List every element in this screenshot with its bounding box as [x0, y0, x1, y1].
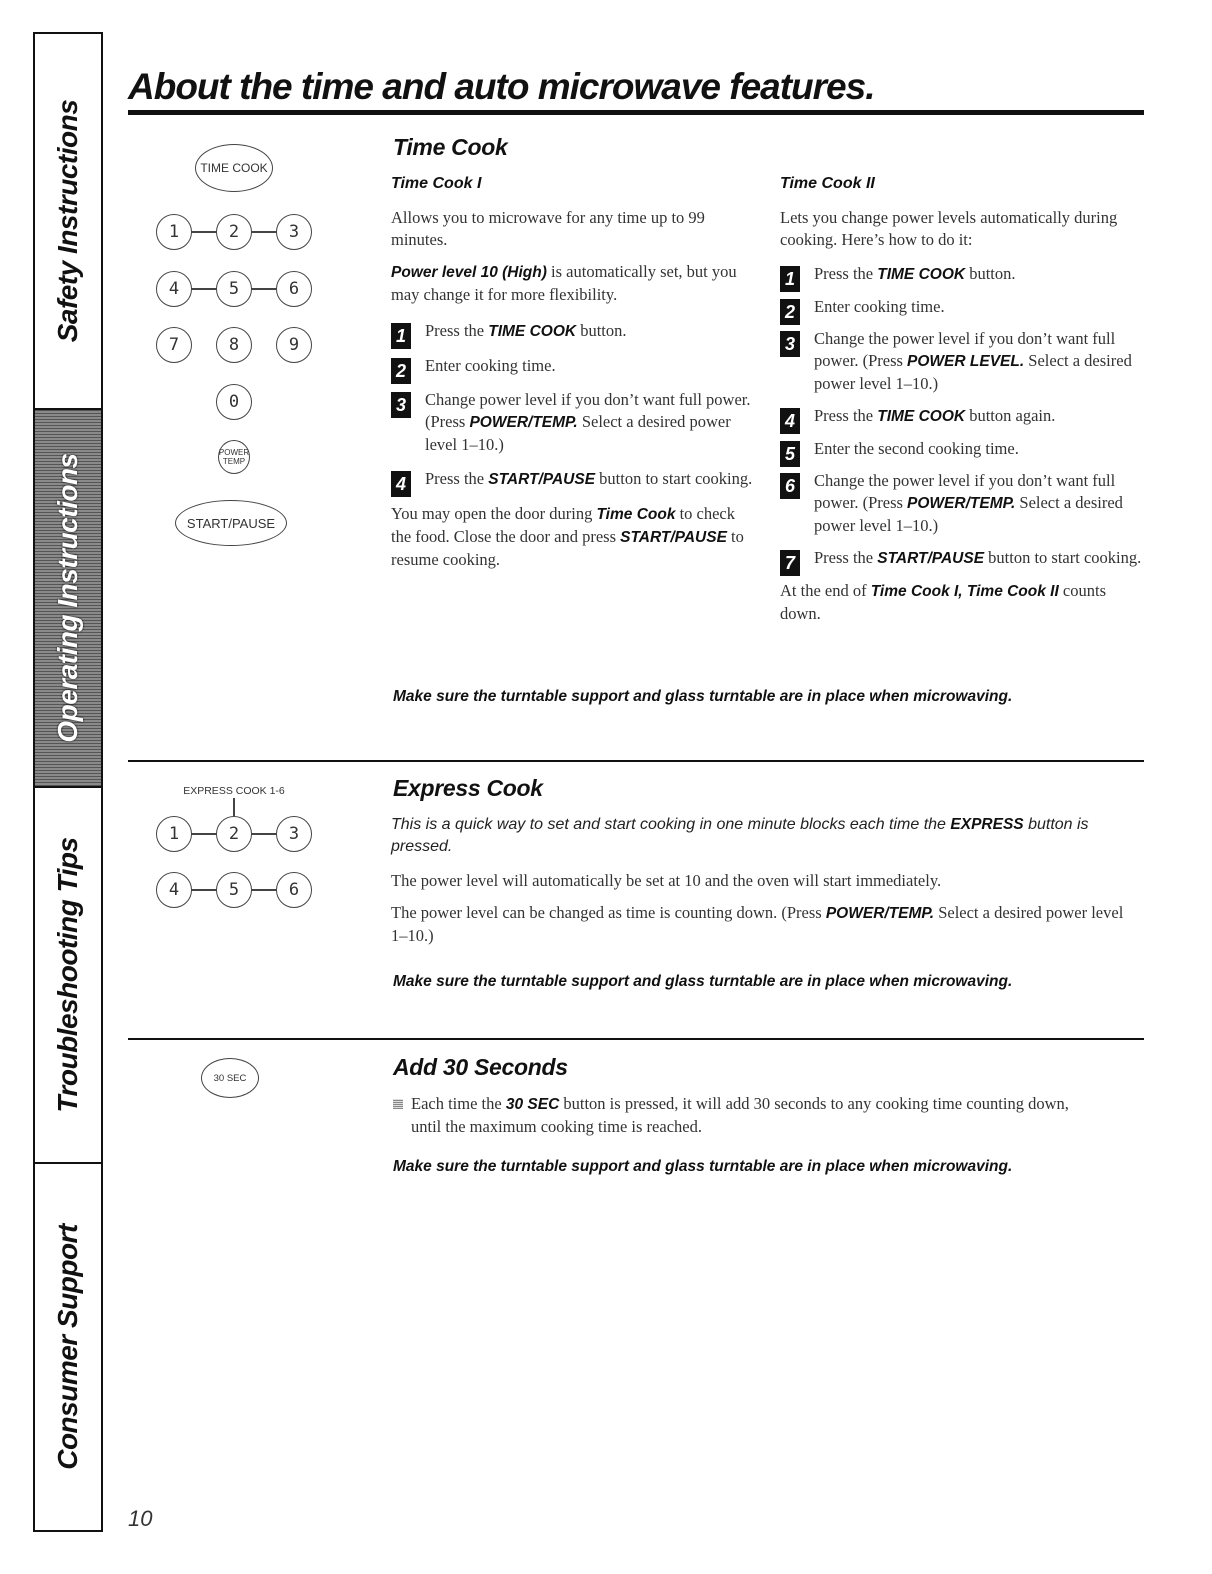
digit-key-icon: 8: [216, 327, 252, 363]
step-number: 4: [391, 471, 411, 497]
step-item: [391, 320, 753, 346]
step-number: 4: [780, 408, 800, 434]
step-number: 3: [391, 392, 411, 418]
step-emphasis: TIME COOK: [877, 408, 966, 425]
body-text: The power level can be changed as time is counting down. (Press: [391, 903, 826, 922]
tab-consumer-support[interactable]: [35, 1164, 101, 1530]
express-cook-body: [391, 814, 1131, 957]
step-item: [391, 389, 753, 456]
digit-key-icon: 5: [216, 271, 252, 307]
note-text: At the end of: [780, 581, 871, 600]
step-text: Select a desired power level 1–10.): [814, 351, 1132, 393]
note-emphasis: Time Cook I, Time Cook II: [870, 583, 1059, 600]
step-emphasis: TIME COOK: [488, 323, 577, 340]
start-pause-key-icon: START/PAUSE: [175, 500, 287, 546]
tab-safety-instructions[interactable]: [35, 34, 101, 410]
digit-key-icon: 4: [156, 872, 192, 908]
step-text: Enter cooking time.: [425, 356, 556, 375]
time-cook-1-intro: Allows you to microwave for any time up to 99 minutes.: [391, 208, 705, 249]
time-cook-warning: Make sure the turntable support and glass turntable are in place when microwaving.: [393, 688, 1013, 705]
step-number: 6: [780, 473, 800, 499]
tab-operating-instructions[interactable]: [35, 410, 101, 788]
step-text: Change power level if you don’t want full power. (Press: [425, 390, 751, 431]
step-item: [780, 328, 1142, 395]
body-emphasis: POWER/TEMP.: [825, 905, 935, 922]
step-number: 1: [780, 266, 800, 292]
step-emphasis: POWER/TEMP.: [469, 414, 578, 431]
step-text: Enter cooking time.: [814, 297, 945, 316]
express-cook-warning: Make sure the turntable support and glass turntable are in place when microwaving.: [393, 973, 1013, 990]
bullet-icon: [393, 1099, 403, 1109]
time-cook-1-heading: Time Cook I: [391, 175, 482, 192]
digit-key-icon: 2: [216, 214, 252, 250]
step-item: [391, 355, 753, 381]
step-item: [780, 263, 1142, 289]
step-text: Select a desired power level 1–10.): [425, 412, 731, 454]
step-text: Enter the second cooking time.: [814, 439, 1019, 458]
express-cook-keypad-illustration: [140, 782, 340, 912]
digit-key-icon: 3: [276, 816, 312, 852]
power-level-text: is automatically set, but you may change it for more flexibility.: [391, 262, 737, 304]
step-emphasis: TIME COOK: [877, 266, 966, 283]
step-text: Press the: [425, 469, 489, 488]
step-text: button again.: [965, 406, 1056, 425]
step-item: [391, 468, 753, 494]
note-text: counts down.: [780, 581, 1107, 623]
step-text: button to start cooking.: [984, 548, 1142, 567]
step-number: 7: [780, 550, 800, 576]
step-emphasis: POWER LEVEL.: [907, 353, 1025, 370]
digit-key-icon: 0: [216, 384, 252, 420]
express-cook-intro: [391, 814, 1131, 858]
step-text: button.: [965, 264, 1016, 283]
step-emphasis: START/PAUSE: [877, 550, 985, 567]
digit-key-icon: 7: [156, 327, 192, 363]
step-text: Press the: [814, 406, 878, 425]
step-text: Select a desired power level 1–10.): [814, 493, 1123, 535]
time-cook-2-intro: Lets you change power levels automatically during cooking. Here’s how to do it:: [780, 208, 1118, 249]
intro-text: This is a quick way to set and start cooking in one minute blocks each time the: [391, 816, 951, 833]
express-cook-label: EXPRESS COOK 1-6: [183, 785, 285, 797]
time-cook-key-icon: TIME COOK: [195, 144, 273, 192]
tab-label: Consumer Support: [52, 1224, 83, 1470]
time-cook-heading: Time Cook: [393, 134, 508, 160]
section-divider: [128, 760, 1144, 762]
step-text: Change the power level if you don’t want full power. (Press: [814, 329, 1116, 370]
body-text: Each time the: [411, 1094, 506, 1113]
note-emphasis: Time Cook: [596, 506, 676, 523]
step-text: Press the: [814, 264, 878, 283]
body-emphasis: 30 SEC: [505, 1096, 560, 1113]
add-30-seconds-text: [411, 1093, 1093, 1138]
time-cook-1-column: [391, 173, 753, 581]
step-text: Press the: [425, 321, 489, 340]
tab-label: Operating Instructions: [52, 453, 83, 743]
body-text: Select a desired power level 1–10.): [391, 903, 1124, 945]
digit-key-icon: 6: [276, 872, 312, 908]
add-30-seconds-heading: Add 30 Seconds: [393, 1054, 568, 1080]
30-sec-key-icon: 30 SEC: [201, 1058, 259, 1098]
add-30-seconds-warning: Make sure the turntable support and glass turntable are in place when microwaving.: [393, 1158, 1013, 1175]
step-item: [780, 547, 1142, 573]
step-item: [780, 438, 1142, 464]
step-number: 3: [780, 331, 800, 357]
tab-label: Troubleshooting Tips: [52, 837, 83, 1113]
section-divider: [128, 1038, 1144, 1040]
step-item: [780, 470, 1142, 537]
express-cook-change-text: [391, 902, 1131, 947]
time-cook-2-heading: Time Cook II: [780, 175, 875, 192]
digit-key-icon: 5: [216, 872, 252, 908]
body-text: button is pressed, it will add 30 seconds to any cooking time counting down, until the maximum cooking time is reached.: [411, 1094, 1069, 1136]
step-emphasis: START/PAUSE: [488, 471, 596, 488]
time-cook-2-column: [780, 173, 1142, 635]
note-text: You may open the door during: [391, 504, 597, 523]
express-cook-power-text: The power level will automatically be set at 10 and the oven will start immediately.: [391, 871, 942, 890]
step-item: [780, 405, 1142, 431]
intro-text: button is pressed.: [391, 816, 1089, 855]
step-number: 2: [780, 299, 800, 325]
step-text: button.: [576, 321, 627, 340]
intro-emphasis: EXPRESS: [950, 816, 1024, 833]
digit-key-icon: 1: [156, 816, 192, 852]
digit-key-icon: 2: [216, 816, 252, 852]
digit-key-icon: 6: [276, 271, 312, 307]
page-number: 10: [128, 1506, 153, 1531]
power-label: POWER: [218, 448, 250, 457]
step-item: [780, 296, 1142, 322]
title-rule: [128, 110, 1144, 115]
step-emphasis: POWER/TEMP.: [907, 495, 1016, 512]
step-text: button to start cooking.: [595, 469, 753, 488]
tab-troubleshooting-tips[interactable]: [35, 788, 101, 1164]
note-text: to resume cooking.: [391, 527, 744, 569]
step-text: Press the: [814, 548, 878, 567]
digit-key-icon: 4: [156, 271, 192, 307]
step-number: 5: [780, 441, 800, 467]
note-emphasis: START/PAUSE: [620, 529, 727, 546]
section-tab-bar: [33, 32, 103, 1532]
step-number: 1: [391, 323, 411, 349]
door-open-note: [391, 503, 753, 571]
digit-key-icon: 1: [156, 214, 192, 250]
digit-key-icon: 9: [276, 327, 312, 363]
key-connector: [233, 798, 235, 816]
count-down-note: [780, 580, 1142, 625]
time-cook-keypad-illustration: [140, 140, 340, 560]
express-cook-heading: Express Cook: [393, 775, 543, 801]
power-temp-key-icon: [218, 440, 250, 474]
power-level-note: [391, 261, 753, 306]
power-level-emphasis: Power level 10 (High): [391, 264, 547, 281]
temp-label: TEMP: [222, 457, 246, 466]
add-30-seconds-body: [393, 1093, 1093, 1148]
tab-label: Safety Instructions: [52, 99, 83, 343]
note-text: to check the food. Close the door and press: [391, 504, 735, 546]
page-title: About the time and auto microwave features.: [128, 66, 875, 107]
step-text: Change the power level if you don’t want full power. (Press: [814, 471, 1116, 512]
digit-key-icon: 3: [276, 214, 312, 250]
step-number: 2: [391, 358, 411, 384]
